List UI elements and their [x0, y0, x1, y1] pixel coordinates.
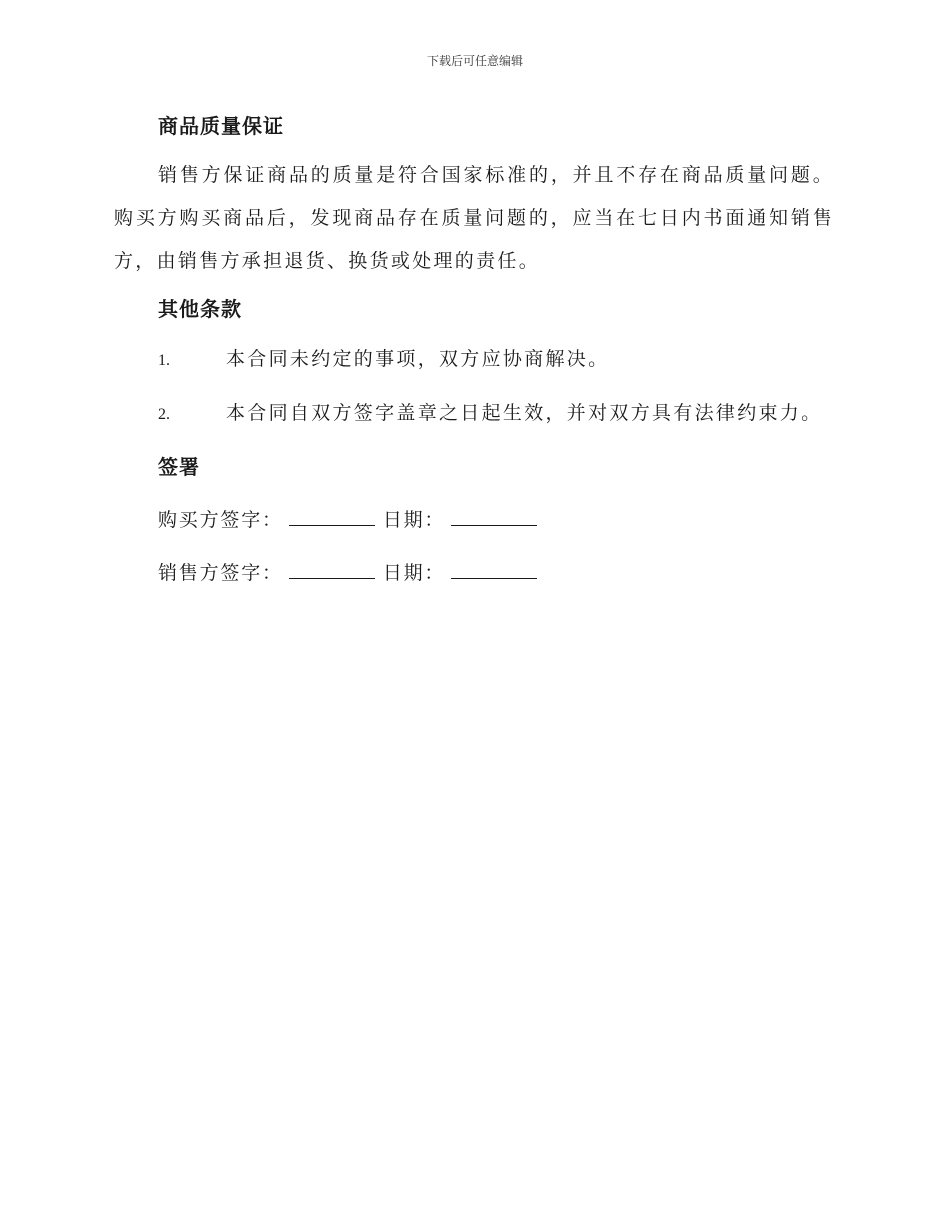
section-title-other: 其他条款 [158, 297, 242, 321]
list-item-text: 本合同自双方签字盖章之日起生效，并对双方具有法律约束力。 [226, 402, 823, 424]
page-header-note: 下载后可任意编辑 [426, 54, 523, 68]
list-item-text: 本合同未约定的事项，双方应协商解决。 [226, 348, 610, 370]
list-item-number: 2. [158, 406, 170, 423]
buyer-date-label: 日期： [382, 509, 446, 531]
seller-signature-label: 销售方签字： [158, 562, 283, 584]
buyer-date-field[interactable] [451, 505, 537, 526]
section-title-quality: 商品质量保证 [158, 114, 284, 138]
list-item-number: 1. [158, 352, 170, 369]
signature-line-seller [114, 558, 834, 587]
signature-line-buyer [114, 505, 834, 534]
buyer-signature-field[interactable] [289, 505, 375, 526]
document-body [114, 110, 834, 587]
section-title-signature: 签署 [158, 455, 200, 479]
list-item [114, 399, 834, 429]
other-terms-list [114, 345, 834, 429]
seller-date-label: 日期： [382, 562, 446, 584]
list-item [114, 345, 834, 375]
section-body-quality: 销售方保证商品的质量是符合国家标准的，并且不存在商品质量问题。购买方购买商品后，发现商品存在质量问题的，应当在七日内书面通知销售方，由销售方承担退货、换货或处理的责任。 [114, 164, 834, 272]
seller-date-field[interactable] [451, 558, 537, 579]
seller-signature-field[interactable] [289, 558, 375, 579]
buyer-signature-label: 购买方签字： [158, 509, 283, 531]
